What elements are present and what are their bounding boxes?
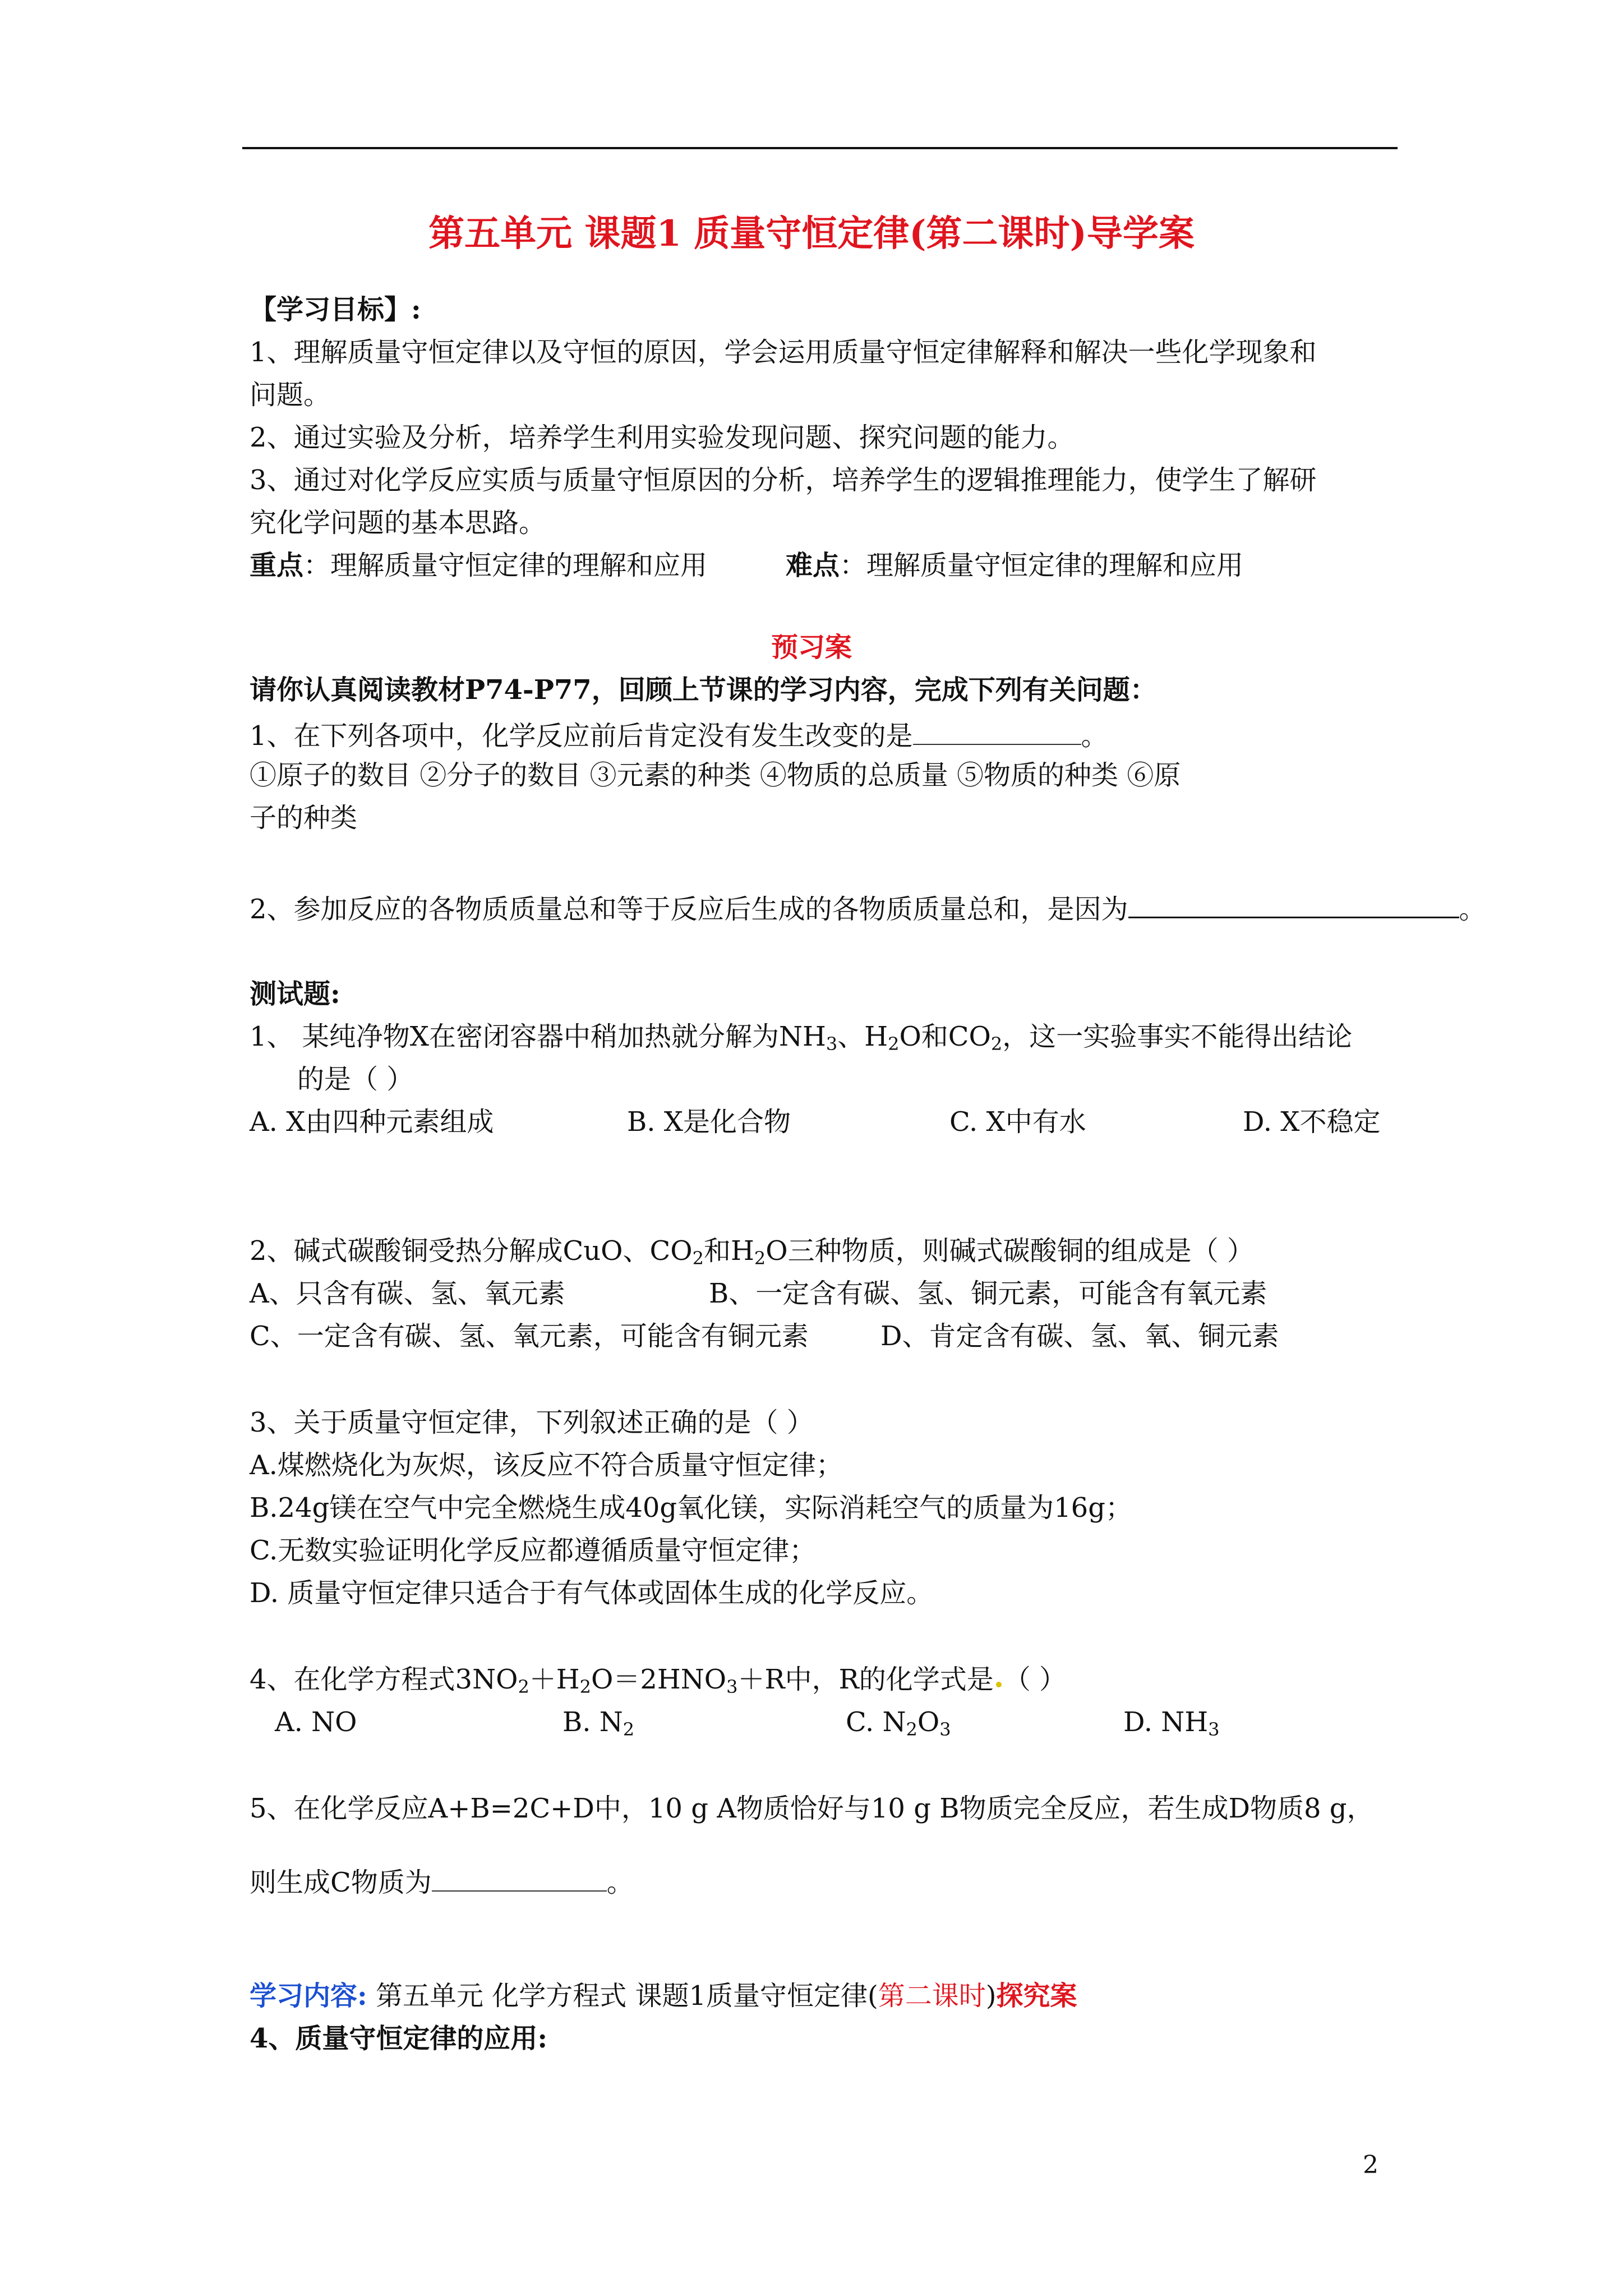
test-q3: 3、关于质量守恒定律，下列叙述正确的是（ ） — [250, 1407, 814, 1438]
test-q1-line2: 的是（ ） — [297, 1064, 414, 1095]
test-q4-text-c: O＝2HNO — [591, 1664, 727, 1695]
test-q5-blank[interactable] — [432, 1866, 607, 1892]
preview-q1-end: 。 — [1081, 720, 1108, 752]
test-q4-option-c-text-a: C. N — [846, 1706, 906, 1738]
key-text: ：理解质量守恒定律的理解和应用 — [303, 550, 708, 581]
study-content-line — [250, 1980, 1077, 2012]
study-content-tail: 探究案 — [996, 1980, 1077, 2012]
test-q4-option-b — [562, 1706, 635, 1740]
test-q2-text-b: 和H — [703, 1235, 754, 1267]
test-q4 — [250, 1664, 1067, 1697]
preview-intro: 请你认真阅读教材P74-P77，回顾上节课的学习内容，完成下列有关问题： — [250, 674, 1157, 706]
test-q3-option-b: B.24g镁在空气中完全燃烧生成40g氧化镁，实际消耗空气的质量为16g； — [250, 1492, 1132, 1524]
test-q1-sub1: 3 — [826, 1033, 838, 1055]
preview-heading: 预习案 — [771, 632, 852, 663]
test-q2-option-d: D、肯定含有碳、氢、氧、铜元素 — [880, 1320, 1279, 1352]
test-heading: 测试题: — [250, 978, 340, 1010]
test-q2-option-b: B、一定含有碳、氢、铜元素，可能含有氧元素 — [709, 1278, 1267, 1309]
test-q2-sub1: 2 — [692, 1248, 704, 1269]
study-content-red: 第二课时 — [878, 1980, 986, 2012]
test-q5-text: 则生成C物质为 — [250, 1867, 432, 1898]
test-q3-option-d: D. 质量守恒定律只适合于有气体或固体生成的化学反应。 — [250, 1577, 934, 1609]
preview-q1-blank[interactable] — [913, 719, 1081, 745]
test-q1-text-c: O和CO — [899, 1021, 991, 1052]
test-q1-text-b: 、H — [837, 1021, 888, 1052]
goal-1-line2: 问题。 — [250, 379, 331, 411]
study-content-label: 学习内容: — [250, 1980, 367, 2012]
test-q1-text-d: ，这一实验事实不能得出结论 — [1002, 1021, 1353, 1052]
goals-heading: 【学习目标】: — [250, 294, 421, 325]
test-q1-option-b: B. X是化合物 — [627, 1106, 791, 1138]
preview-q1 — [250, 719, 1108, 752]
test-q5-end: 。 — [606, 1867, 634, 1898]
test-q2-sub2: 2 — [754, 1248, 766, 1269]
study-content-close: ) — [985, 1980, 997, 2012]
test-q4-option-d — [1123, 1706, 1220, 1740]
goal-1-line1: 1、理解质量守恒定律以及守恒的原因，学会运用质量守恒定律解释和解决一些化学现象和 — [250, 337, 1317, 368]
test-q4-option-d-sub: 3 — [1208, 1719, 1220, 1740]
test-q1-option-c: C. X中有水 — [949, 1106, 1086, 1138]
test-q1-text-a: 1、 某纯净物X在密闭容器中稍加热就分解为NH — [250, 1021, 826, 1052]
preview-q2-end: 。 — [1459, 894, 1486, 925]
test-q4-sub1: 2 — [518, 1676, 529, 1697]
test-q4-text-a: 4、在化学方程式3NO — [250, 1664, 518, 1695]
difficulty-text: ：理解质量守恒定律的理解和应用 — [840, 550, 1244, 581]
test-q2-line1 — [250, 1235, 1254, 1269]
goal-3-line1: 3、通过对化学反应实质与质量守恒原因的分析，培养学生的逻辑推理能力，使学生了解研 — [250, 464, 1317, 496]
preview-q2 — [250, 892, 1486, 923]
test-q1-line1 — [250, 1021, 1353, 1055]
study-item-4: 4、质量守恒定律的应用: — [250, 2023, 548, 2054]
test-q4-text-d: ＋R中，R的化学式是 — [737, 1664, 994, 1695]
study-content-text: 第五单元 化学方程式 课题1质量守恒定律( — [367, 1980, 878, 2012]
document-title: 第五单元 课题1 质量守恒定律(第二课时)导学案 — [428, 213, 1195, 255]
key-points-line — [250, 552, 1243, 579]
test-q4-text-e: （ ） — [1003, 1664, 1067, 1695]
preview-q2-blank[interactable] — [1128, 892, 1459, 918]
preview-q2-text: 2、参加反应的各物质质量总和等于反应后生成的各物质质量总和，是因为 — [250, 894, 1128, 925]
goal-2: 2、通过实验及分析，培养学生利用实验发现问题、探究问题的能力。 — [250, 422, 1075, 453]
test-q4-option-c-text-b: O — [917, 1706, 940, 1738]
preview-q1-options-line2: 子的种类 — [250, 802, 358, 834]
test-q4-option-c-sub2: 3 — [939, 1719, 951, 1740]
test-q5-line2 — [250, 1866, 634, 1896]
test-q4-option-c — [846, 1706, 951, 1740]
preview-q1-text: 1、在下列各项中，化学反应前后肯定没有发生改变的是 — [250, 720, 913, 752]
test-q4-option-b-sub: 2 — [623, 1719, 635, 1740]
key-label: 重点 — [250, 550, 304, 581]
page-number: 2 — [1363, 2151, 1378, 2179]
test-q5-line1: 5、在化学反应A+B=2C+D中，10 g A物质恰好与10 g B物质完全反应，若生成D物质8 g， — [250, 1793, 1374, 1824]
header-rule — [242, 147, 1398, 149]
goal-3-line2: 究化学问题的基本思路。 — [250, 507, 546, 539]
highlight-dot — [996, 1682, 1002, 1687]
test-q1-sub3: 2 — [990, 1033, 1003, 1055]
test-q2-text-a: 2、碱式碳酸铜受热分解成CuO、CO — [250, 1235, 693, 1267]
test-q1-option-d: D. X不稳定 — [1243, 1106, 1381, 1138]
test-q3-option-c: C.无数实验证明化学反应都遵循质量守恒定律； — [250, 1535, 817, 1566]
test-q4-sub2: 2 — [579, 1676, 592, 1697]
test-q4-text-b: ＋H — [529, 1664, 580, 1695]
test-q4-option-d-text: D. NH — [1123, 1706, 1209, 1738]
test-q4-option-c-sub1: 2 — [906, 1719, 917, 1740]
test-q3-option-a: A.煤燃烧化为灰烬，该反应不符合质量守恒定律； — [250, 1450, 843, 1481]
preview-q1-options-line1: ①原子的数目 ②分子的数目 ③元素的种类 ④物质的总质量 ⑤物质的种类 ⑥原 — [250, 760, 1181, 791]
test-q2-option-a: A、只含有碳、氢、氧元素 — [250, 1278, 565, 1309]
test-q4-sub3: 3 — [726, 1676, 738, 1697]
test-q2-text-c: O三种物质，则碱式碳酸铜的组成是（ ） — [766, 1235, 1254, 1267]
test-q2-option-c: C、一定含有碳、氢、氧元素，可能含有铜元素 — [250, 1320, 809, 1352]
test-q4-option-b-text: B. N — [562, 1706, 623, 1738]
difficulty-label: 难点 — [786, 550, 840, 581]
test-q1-option-a: A. X由四种元素组成 — [250, 1106, 494, 1138]
test-q1-sub2: 2 — [888, 1033, 900, 1055]
test-q4-option-a: A. NO — [275, 1706, 357, 1738]
